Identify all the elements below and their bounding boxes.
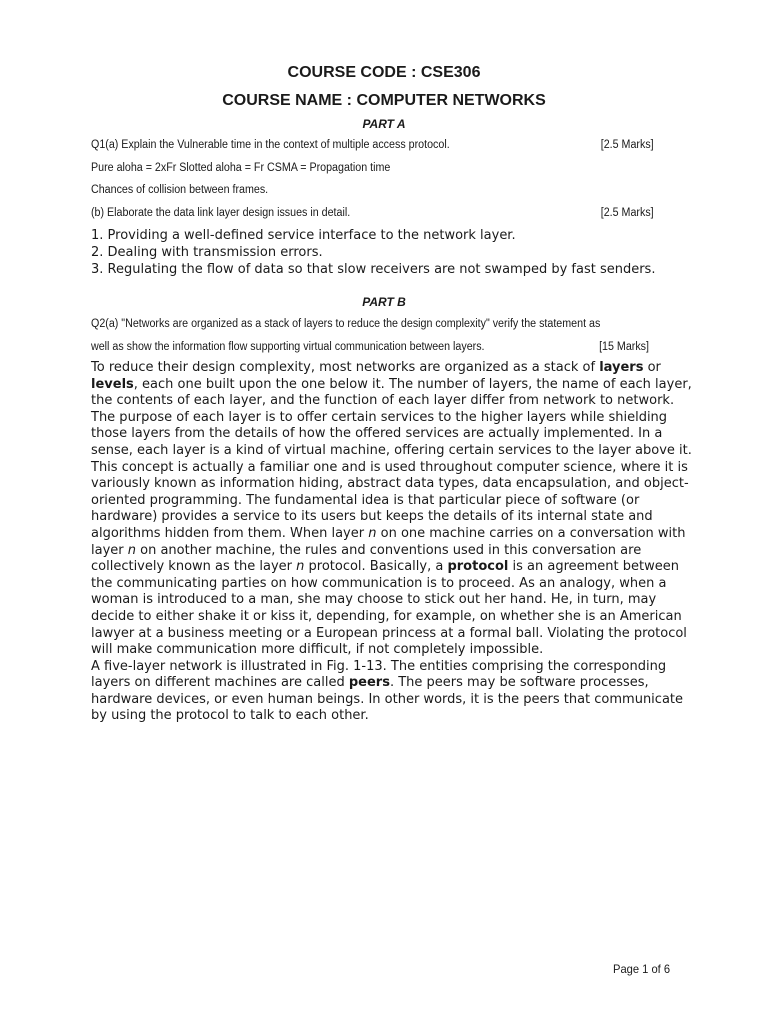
question-1a-text: Q1(a) Explain the Vulnerable time in the context of multiple access protocol. (91, 139, 450, 151)
list-item: 3. Regulating the flow of data so that slow receivers are not swamped by fast senders. (91, 262, 656, 277)
question-1b (91, 207, 654, 219)
question-1b-text: (b) Elaborate the data link layer design issues in detail. (91, 207, 351, 219)
term-peers: peers (348, 675, 390, 691)
answer-paragraph-2: A five-layer network is illustrated in Fig. 1-13. The entities comprising the corresponding layers on different machines are called peers. The peers may be software processes, hardware devices, or even human beings. In other words, it is the peers that communicate by using the protocol to talk to each other. (91, 658, 684, 724)
term-layers: layers (599, 360, 644, 375)
part-b-heading: PART B (362, 295, 406, 309)
question-2a-answer (91, 360, 701, 725)
question-1a (91, 139, 654, 151)
course-code-title: COURSE CODE : CSE306 (287, 64, 481, 81)
question-1b-answer-list (91, 227, 655, 278)
list-item: 1. Providing a well-defined service interface to the network layer. (91, 228, 516, 243)
question-2a-line-2 (91, 341, 649, 353)
course-name-title: COURSE NAME : COMPUTER NETWORKS (222, 92, 546, 109)
question-2a-marks: [15 Marks] (599, 341, 649, 353)
answer-paragraph-1: To reduce their design complexity, most networks are organized as a stack of layers or levels, each one built upon the one below it. The number of layers, the name of each layer, the contents of each layer, and the function of each layer differ from network to network. The purpose of each layer is to offer certain services to the higher layers while shielding those layers from the details of how the offered services are actually implemented. In a sense, each layer is a kind of virtual machine, offering certain services to the layer above it. This concept is actually a familiar one and is used throughout computer science, where it is variously known as information hiding, abstract data types, data encapsulation, and object-oriented programming. The fundamental idea is that particular piece of software (or hardware) provides a service to its users but keeps the details of its internal state and algorithms hidden from them. When layer n on one machine carries on a conversation with layer n on another machine, the rules and conventions used in this conversation are collectively known as the layer n protocol. Basically, a protocol is an agreement between the communicating parties on how communication is to proceed. As an analogy, when a woman is introduced to a man, she may choose to stick out her hand. He, in turn, may decide to either shake it or kiss it, depending, for example, on whether she is an American lawyer at a business meeting or a European princess at a formal ball. Violating the protocol will make communication more difficult, if not completely impossible. (91, 360, 692, 658)
question-2a-line-1: Q2(a) "Networks are organized as a stack of layers to reduce the design complexity" verify the statement as (91, 318, 601, 330)
term-levels: levels (91, 376, 134, 392)
question-1a-marks: [2.5 Marks] (600, 139, 654, 151)
page-number: Page 1 of 6 (613, 962, 671, 976)
term-protocol: protocol (447, 559, 509, 575)
list-item: 2. Dealing with transmission errors. (91, 245, 323, 260)
part-a-heading: PART A (362, 117, 406, 131)
question-2a-text: well as show the information flow supporting virtual communication between layers. (91, 341, 485, 353)
question-1a-answer-line: Chances of collision between frames. (91, 184, 269, 196)
question-1a-answer-line: Pure aloha = 2xFr Slotted aloha = Fr CSMA = Propagation time (91, 162, 391, 174)
question-1b-marks: [2.5 Marks] (600, 207, 654, 219)
